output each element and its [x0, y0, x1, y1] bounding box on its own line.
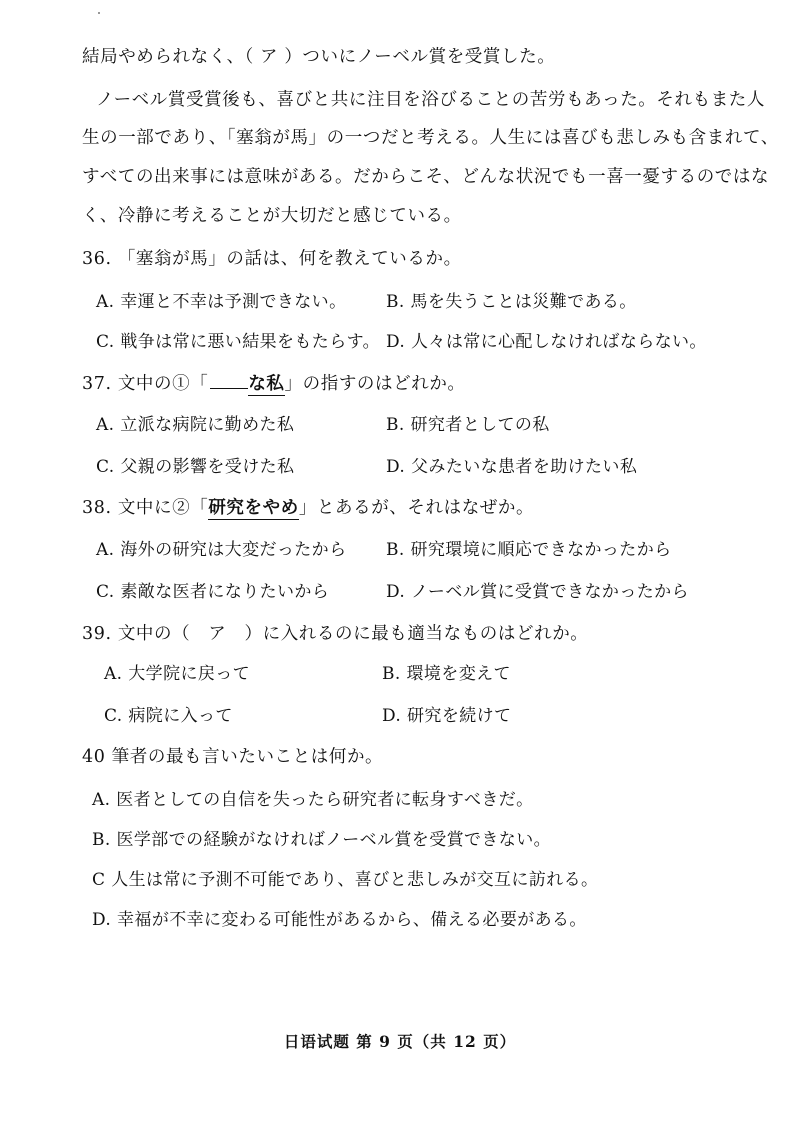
q36-option-c[interactable]: C. 戦争は常に悪い結果をもたらす。 — [96, 332, 381, 352]
question-text: 文中の（ ア ）に入れるのに最も適当なものはどれか。 — [117, 624, 589, 644]
question-number: 39. — [82, 624, 112, 644]
q38-option-a[interactable]: A. 海外の研究は大変だったから — [96, 540, 347, 560]
passage-para2-line-3: すべての出来事には意味がある。だからこそ、どんな状況でも一喜一憂するのではな — [82, 167, 770, 187]
question-number: 38. — [82, 498, 112, 518]
q39-option-b[interactable]: B. 環境を変えて — [382, 664, 511, 684]
passage-line-1: 結局やめられなく、（ ア ）ついにノーベル賞を受賞した。 — [82, 47, 556, 67]
question-38 — [82, 496, 760, 520]
underlined-phrase: な私 — [248, 374, 285, 394]
q36-option-d[interactable]: D. 人々は常に心配しなければならない。 — [386, 332, 707, 352]
question-prefix: 文中の①「 — [117, 374, 209, 394]
q37-option-c[interactable]: C. 父親の影響を受けた私 — [96, 457, 295, 477]
underline-blank — [210, 388, 248, 389]
question-number: 36. — [82, 249, 112, 269]
q39-option-c[interactable]: C. 病院に入って — [104, 706, 233, 726]
underlined-phrase: 研究をやめ — [208, 498, 299, 518]
q37-option-a[interactable]: A. 立派な病院に勤めた私 — [96, 415, 295, 435]
q39-option-a[interactable]: A. 大学院に戻って — [104, 664, 251, 684]
q36-option-b[interactable]: B. 馬を失うことは災難である。 — [386, 292, 637, 312]
page-footer: 日语试题 第 9 页（共 12 页） — [283, 1032, 517, 1051]
q37-option-d[interactable]: D. 父みたいな患者を助けたい私 — [386, 457, 638, 477]
q38-option-b[interactable]: B. 研究環境に順応できなかったから — [386, 540, 672, 560]
passage-para2-line-1: ノーベル賞受賞後も、喜びと共に注目を浴びることの苦労もあった。それもまた人 — [96, 90, 765, 110]
q40-option-a[interactable]: A. 医者としての自信を失ったら研究者に転身すべきだ。 — [92, 790, 534, 810]
question-37 — [82, 372, 760, 396]
q40-option-d[interactable]: D. 幸福が不幸に変わる可能性があるから、備える必要がある。 — [92, 910, 587, 930]
q40-option-b[interactable]: B. 医学部での経験がなければノーベル賞を受賞できない。 — [92, 830, 551, 850]
question-suffix: 」とあるが、それはなぜか。 — [298, 498, 535, 518]
question-40 — [82, 745, 760, 769]
question-number: 37. — [82, 374, 112, 394]
passage-para2-line-2: 生の一部であり、「塞翁が馬」の一つだと考える。人生には喜びも悲しみも含まれて、 — [82, 128, 779, 148]
question-36 — [82, 247, 760, 271]
question-text: 「塞翁が馬」の話は、何を教えているか。 — [117, 249, 462, 269]
question-suffix: 」の指すのはどれか。 — [284, 374, 466, 394]
passage-para2-line-4: く、冷静に考えることが大切だと感じている。 — [82, 206, 462, 226]
q38-option-c[interactable]: C. 素敵な医者になりたいから — [96, 582, 330, 602]
question-prefix: 文中に②「 — [117, 498, 209, 518]
q36-option-a[interactable]: A. 幸運と不幸は予測できない。 — [96, 292, 347, 312]
question-number: 40 — [82, 747, 106, 767]
q37-option-b[interactable]: B. 研究者としての私 — [386, 415, 550, 435]
q40-option-c[interactable]: C 人生は常に予測不可能であり、喜びと悲しみが交互に訪れる。 — [92, 870, 599, 890]
q38-option-d[interactable]: D. ノーベル賞に受賞できなかったから — [386, 582, 689, 602]
question-39 — [82, 622, 760, 646]
question-text: 筆者の最も言いたいことは何か。 — [111, 747, 384, 767]
scan-speck — [98, 12, 100, 14]
q39-option-d[interactable]: D. 研究を続けて — [382, 706, 512, 726]
